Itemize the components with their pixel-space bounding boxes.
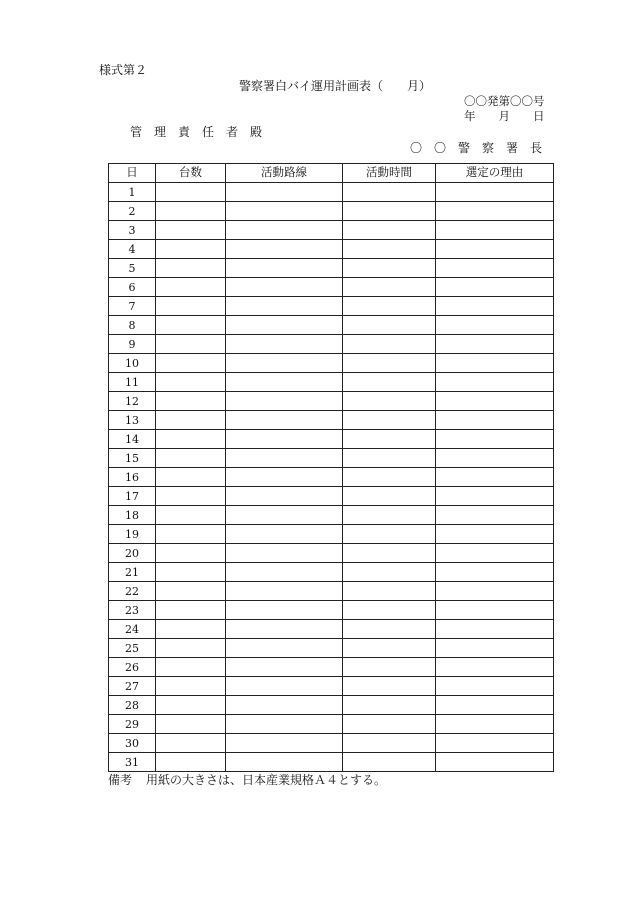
cell-time	[343, 658, 436, 677]
cell-time	[343, 582, 436, 601]
cell-time	[343, 734, 436, 753]
cell-route	[226, 658, 343, 677]
day-cell: 4	[109, 240, 156, 259]
remarks-text: 用紙の大きさは、日本産業規格Ａ４とする。	[146, 773, 387, 787]
cell-reason	[436, 715, 554, 734]
cell-route	[226, 620, 343, 639]
cell-time	[343, 544, 436, 563]
cell-reason	[436, 183, 554, 202]
cell-route	[226, 278, 343, 297]
cell-units	[156, 620, 226, 639]
table-row	[109, 335, 554, 354]
cell-reason	[436, 582, 554, 601]
cell-units	[156, 373, 226, 392]
cell-reason	[436, 487, 554, 506]
cell-units	[156, 240, 226, 259]
cell-time	[343, 278, 436, 297]
document-reference-number: 〇〇発第〇〇号	[464, 94, 545, 108]
table-row	[109, 506, 554, 525]
cell-route	[226, 202, 343, 221]
cell-units	[156, 582, 226, 601]
day-cell: 27	[109, 677, 156, 696]
cell-time	[343, 715, 436, 734]
cell-route	[226, 677, 343, 696]
cell-time	[343, 240, 436, 259]
cell-units	[156, 335, 226, 354]
cell-route	[226, 183, 343, 202]
cell-time	[343, 487, 436, 506]
cell-route	[226, 487, 343, 506]
day-cell: 13	[109, 411, 156, 430]
cell-units	[156, 468, 226, 487]
day-cell: 8	[109, 316, 156, 335]
cell-time	[343, 753, 436, 772]
day-cell: 19	[109, 525, 156, 544]
table-row	[109, 316, 554, 335]
column-header-units: 台数	[156, 164, 226, 183]
table-header-row	[109, 164, 554, 183]
cell-time	[343, 525, 436, 544]
cell-units	[156, 639, 226, 658]
cell-reason	[436, 354, 554, 373]
day-cell: 1	[109, 183, 156, 202]
table-row	[109, 696, 554, 715]
day-cell: 10	[109, 354, 156, 373]
cell-time	[343, 221, 436, 240]
cell-route	[226, 468, 343, 487]
cell-units	[156, 677, 226, 696]
cell-reason	[436, 677, 554, 696]
cell-units	[156, 715, 226, 734]
cell-route	[226, 506, 343, 525]
day-cell: 2	[109, 202, 156, 221]
cell-reason	[436, 202, 554, 221]
day-cell: 16	[109, 468, 156, 487]
cell-time	[343, 696, 436, 715]
cell-units	[156, 221, 226, 240]
cell-route	[226, 582, 343, 601]
document-title: 警察署白バイ運用計画表（ 月）	[239, 79, 432, 93]
table-row	[109, 734, 554, 753]
cell-reason	[436, 544, 554, 563]
cell-reason	[436, 639, 554, 658]
cell-time	[343, 202, 436, 221]
cell-units	[156, 259, 226, 278]
table-body	[109, 183, 554, 772]
table-row	[109, 525, 554, 544]
day-cell: 31	[109, 753, 156, 772]
cell-reason	[436, 449, 554, 468]
cell-units	[156, 601, 226, 620]
table-row	[109, 411, 554, 430]
table-row	[109, 753, 554, 772]
cell-route	[226, 430, 343, 449]
cell-reason	[436, 563, 554, 582]
table-row	[109, 468, 554, 487]
cell-time	[343, 183, 436, 202]
day-cell: 7	[109, 297, 156, 316]
table-row	[109, 620, 554, 639]
cell-route	[226, 297, 343, 316]
cell-reason	[436, 221, 554, 240]
day-cell: 24	[109, 620, 156, 639]
cell-time	[343, 335, 436, 354]
table-row	[109, 563, 554, 582]
cell-route	[226, 601, 343, 620]
cell-time	[343, 430, 436, 449]
cell-units	[156, 753, 226, 772]
cell-time	[343, 468, 436, 487]
cell-units	[156, 392, 226, 411]
cell-units	[156, 354, 226, 373]
cell-route	[226, 734, 343, 753]
table-row	[109, 392, 554, 411]
day-cell: 12	[109, 392, 156, 411]
table-row	[109, 430, 554, 449]
cell-route	[226, 373, 343, 392]
day-cell: 9	[109, 335, 156, 354]
table-row	[109, 715, 554, 734]
cell-route	[226, 411, 343, 430]
schedule-table	[108, 163, 554, 772]
day-cell: 22	[109, 582, 156, 601]
cell-reason	[436, 658, 554, 677]
cell-route	[226, 354, 343, 373]
cell-units	[156, 544, 226, 563]
cell-units	[156, 278, 226, 297]
cell-route	[226, 525, 343, 544]
table-row	[109, 221, 554, 240]
cell-time	[343, 449, 436, 468]
table-row	[109, 183, 554, 202]
cell-reason	[436, 468, 554, 487]
cell-units	[156, 525, 226, 544]
table-row	[109, 202, 554, 221]
table-row	[109, 639, 554, 658]
cell-reason	[436, 240, 554, 259]
cell-units	[156, 202, 226, 221]
day-cell: 15	[109, 449, 156, 468]
cell-route	[226, 316, 343, 335]
cell-route	[226, 696, 343, 715]
cell-time	[343, 373, 436, 392]
cell-reason	[436, 620, 554, 639]
day-cell: 14	[109, 430, 156, 449]
cell-time	[343, 259, 436, 278]
day-cell: 28	[109, 696, 156, 715]
cell-reason	[436, 430, 554, 449]
table-row	[109, 354, 554, 373]
day-cell: 21	[109, 563, 156, 582]
day-cell: 6	[109, 278, 156, 297]
cell-time	[343, 601, 436, 620]
day-cell: 20	[109, 544, 156, 563]
addressee: 管 理 責 任 者 殿	[130, 125, 263, 139]
cell-units	[156, 563, 226, 582]
column-header-reason: 選定の理由	[436, 164, 554, 183]
table-row	[109, 601, 554, 620]
cell-units	[156, 183, 226, 202]
cell-time	[343, 677, 436, 696]
table-row	[109, 658, 554, 677]
table-row	[109, 297, 554, 316]
cell-route	[226, 639, 343, 658]
table-row	[109, 373, 554, 392]
cell-time	[343, 506, 436, 525]
cell-route	[226, 221, 343, 240]
cell-time	[343, 620, 436, 639]
table-row	[109, 544, 554, 563]
cell-units	[156, 487, 226, 506]
table-row	[109, 677, 554, 696]
cell-time	[343, 411, 436, 430]
day-cell: 17	[109, 487, 156, 506]
day-cell: 23	[109, 601, 156, 620]
form-number: 様式第２	[99, 63, 148, 77]
table-row	[109, 487, 554, 506]
cell-reason	[436, 316, 554, 335]
day-cell: 11	[109, 373, 156, 392]
column-header-time: 活動時間	[343, 164, 436, 183]
cell-route	[226, 259, 343, 278]
cell-time	[343, 392, 436, 411]
table-row	[109, 240, 554, 259]
remarks	[108, 774, 386, 786]
table-row	[109, 278, 554, 297]
table-row	[109, 259, 554, 278]
cell-route	[226, 335, 343, 354]
cell-reason	[436, 278, 554, 297]
cell-units	[156, 658, 226, 677]
cell-route	[226, 240, 343, 259]
cell-reason	[436, 411, 554, 430]
cell-reason	[436, 335, 554, 354]
cell-reason	[436, 297, 554, 316]
day-cell: 3	[109, 221, 156, 240]
remarks-label: 備考	[108, 773, 133, 787]
table-row	[109, 582, 554, 601]
cell-route	[226, 753, 343, 772]
day-cell: 29	[109, 715, 156, 734]
cell-reason	[436, 259, 554, 278]
day-cell: 30	[109, 734, 156, 753]
table-row	[109, 449, 554, 468]
cell-units	[156, 506, 226, 525]
cell-reason	[436, 506, 554, 525]
cell-units	[156, 449, 226, 468]
cell-time	[343, 563, 436, 582]
cell-reason	[436, 601, 554, 620]
cell-reason	[436, 392, 554, 411]
cell-route	[226, 449, 343, 468]
cell-units	[156, 297, 226, 316]
day-cell: 5	[109, 259, 156, 278]
sender: 〇 〇 警 察 署 長	[410, 141, 543, 155]
cell-reason	[436, 734, 554, 753]
day-cell: 25	[109, 639, 156, 658]
day-cell: 26	[109, 658, 156, 677]
cell-time	[343, 354, 436, 373]
cell-units	[156, 430, 226, 449]
cell-route	[226, 563, 343, 582]
cell-route	[226, 544, 343, 563]
column-header-route: 活動路線	[226, 164, 343, 183]
cell-reason	[436, 753, 554, 772]
cell-reason	[436, 696, 554, 715]
cell-units	[156, 696, 226, 715]
cell-units	[156, 411, 226, 430]
cell-time	[343, 316, 436, 335]
column-header-day: 日	[109, 164, 156, 183]
cell-reason	[436, 373, 554, 392]
cell-units	[156, 734, 226, 753]
cell-time	[343, 639, 436, 658]
document-date: 年 月 日	[464, 109, 545, 123]
cell-reason	[436, 525, 554, 544]
cell-route	[226, 715, 343, 734]
cell-units	[156, 316, 226, 335]
cell-time	[343, 297, 436, 316]
cell-route	[226, 392, 343, 411]
day-cell: 18	[109, 506, 156, 525]
